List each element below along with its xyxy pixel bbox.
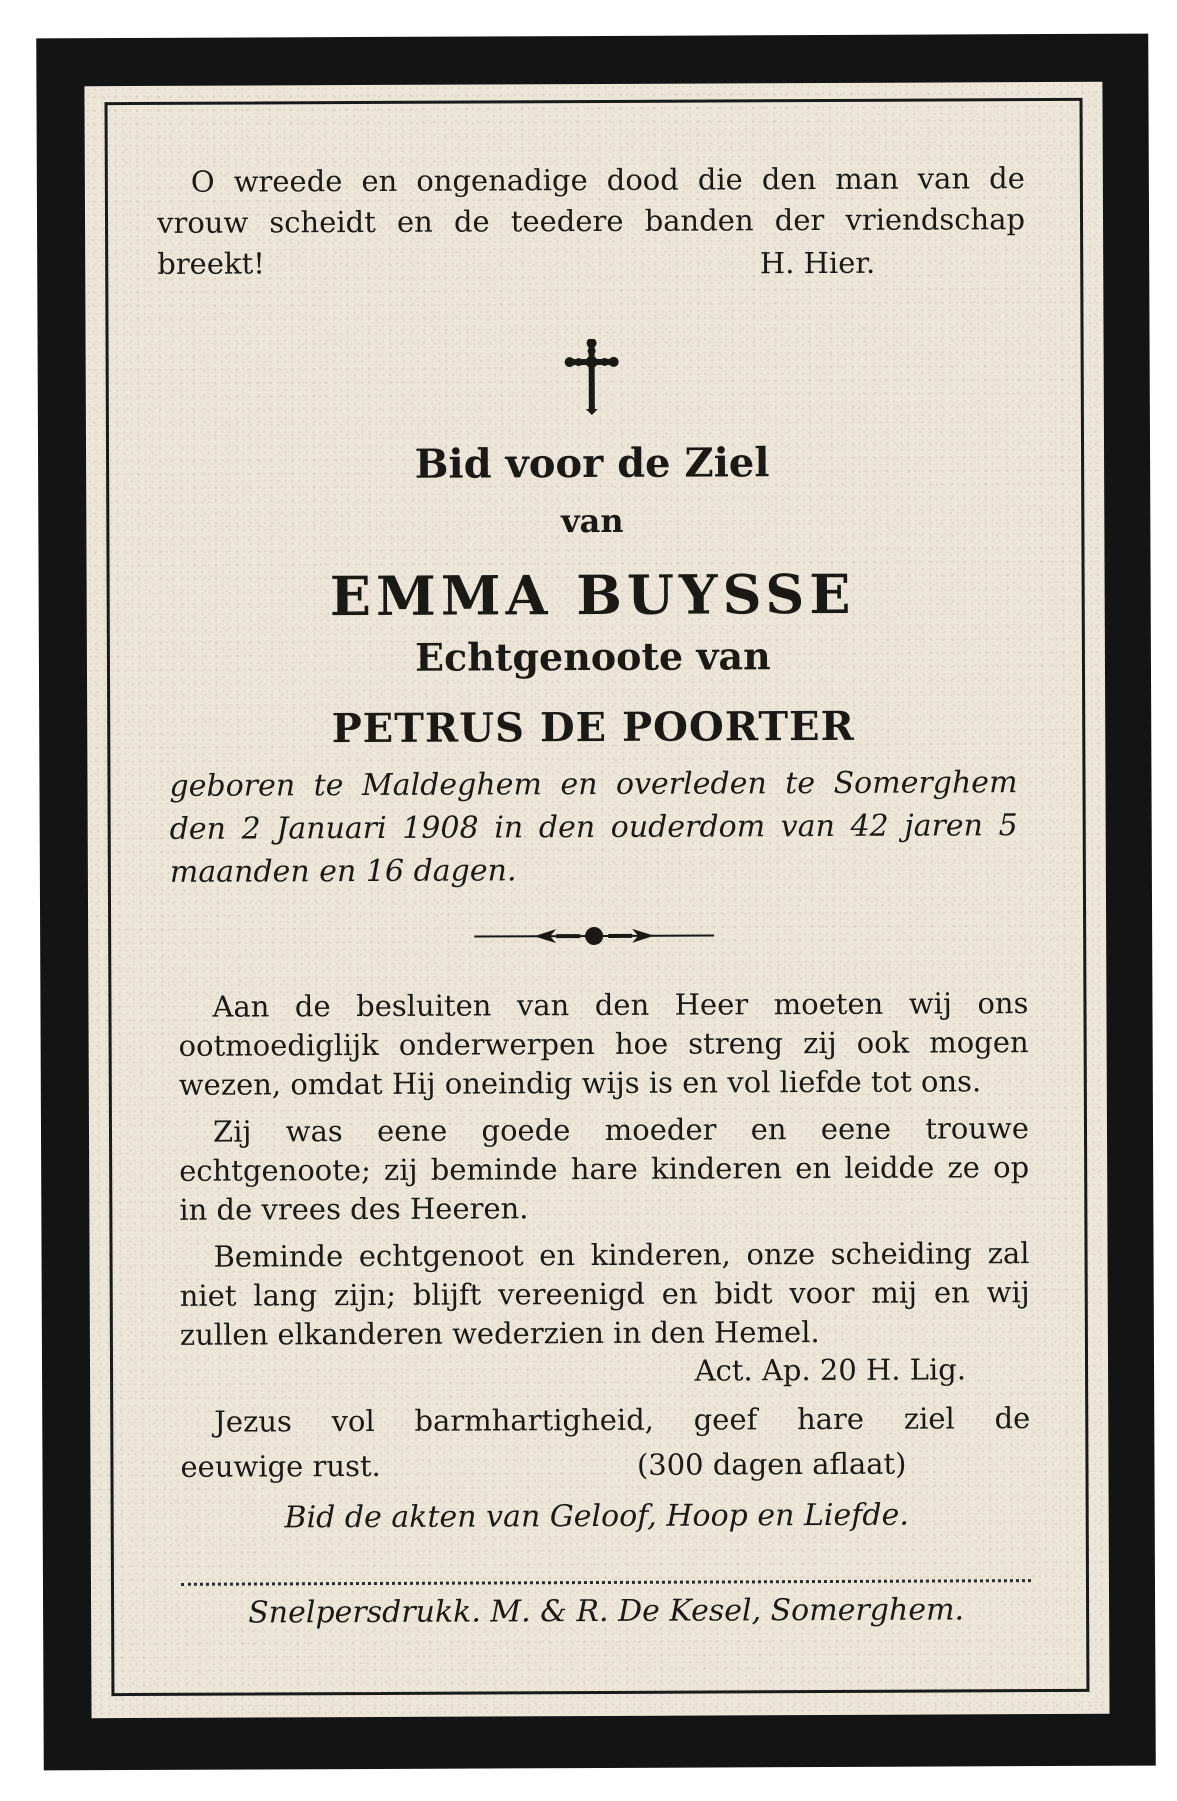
spouse-name: PETRUS DE POORTER [331,702,855,753]
paragraph-submission: Aan de besluiten van den Heer moeten wij ons ootmoediglijk onderwerpen hoe streng zij ook mogen wezen, omdat Hij oneindig wijs is en vol liefde tot ons. [178,986,1029,1102]
scripture-reference: Act. Ap. 20 H. Lig. [694,1352,967,1388]
ornamental-divider-icon [474,923,714,948]
prayer-line-1: Jezus vol barmhartigheid, geef hare ziel de [214,1401,1031,1439]
prayer-line-2 [180,1444,1030,1487]
closing-prayer: Bid de akten van Geloof, Hoop en Liefde. [284,1497,909,1536]
opening-quote: O wreede en ongenadige dood die den man van de vrouw scheidt en de teedere banden der vriendschap breekt! [156,161,1026,281]
memorial-card [36,34,1156,1771]
heading-van: van [560,501,624,541]
prayer-rest-text: eeuwige rust. [180,1448,381,1484]
indulgence-note: (300 dagen aflaat) [636,1446,907,1482]
card-paper [84,82,1109,1718]
printer-credit: Snelpersdrukk. M. & R. De Kesel, Somerghem. [248,1592,965,1631]
card-content [157,158,1031,1634]
paragraph-farewell: Beminde echtgenoot en kinderen, onze scheiding zal niet lang zijn; blijft vereenigd en bidt voor mij en wij zullen elkanderen wederzien in den Hemel. [179,1236,1030,1352]
ornate-cross-icon [562,339,622,415]
deceased-name: EMMA BUYSSE [329,561,856,629]
birth-death-details: geboren te Maldeghem en overleden te Somerghem den 2 Januari 1908 in den ouderdom van 42 jaren 5 maanden en 16 dagen. [169,765,1018,890]
quote-author: H. Hier. [759,245,876,281]
spouse-label: Echtgenoote van [415,633,771,680]
prayer-heading: Bid voor de Ziel [414,439,770,488]
dotted-separator [181,1579,1031,1586]
paragraph-mother: Zij was eene goede moeder en eene trouwe echtgenoote; zij beminde hare kinderen en leidde ze op in de vrees des Heeren. [179,1111,1030,1227]
